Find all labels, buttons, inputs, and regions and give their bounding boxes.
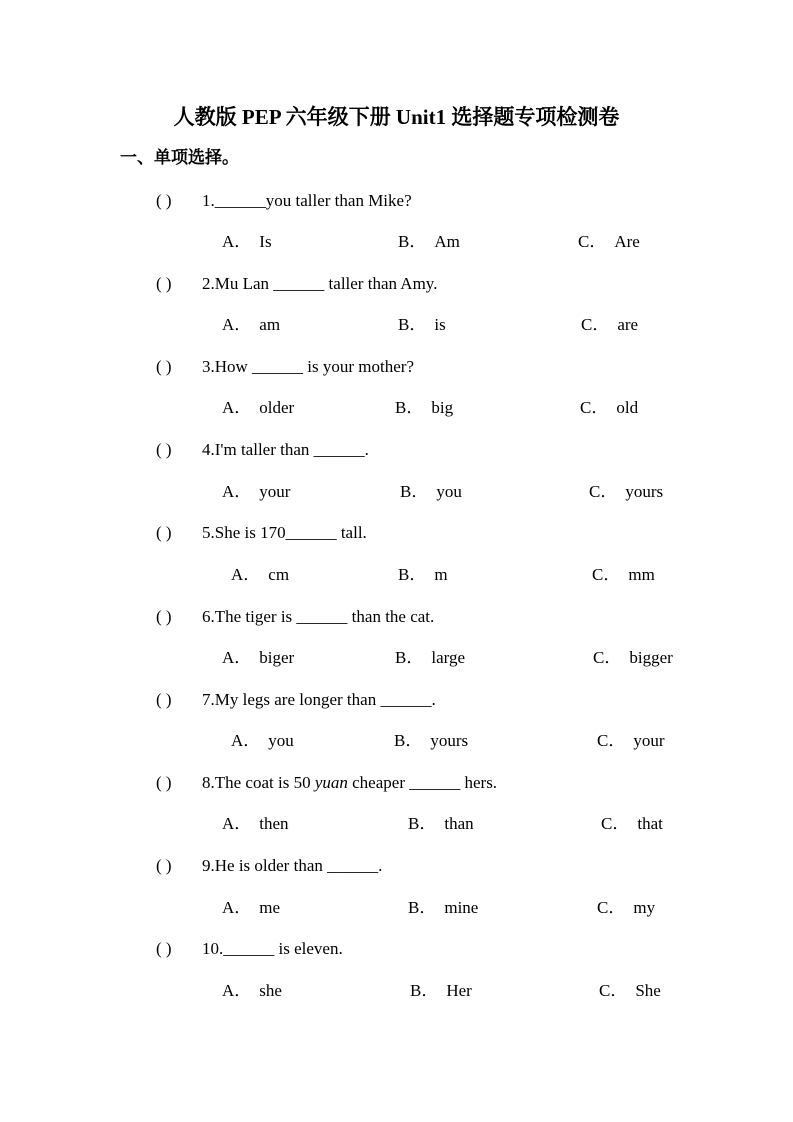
- question-4: [156, 437, 369, 463]
- question-stem: He is older than ______.: [214, 856, 383, 875]
- answer-blank[interactable]: ( ): [156, 523, 172, 542]
- option-c: [597, 895, 655, 921]
- option-c: [593, 645, 673, 671]
- option-letter: C．: [589, 482, 618, 501]
- option-b: [408, 895, 478, 921]
- option-a: [222, 811, 289, 837]
- option-text: are: [617, 315, 639, 334]
- option-text: that: [637, 814, 663, 833]
- option-letter: B．: [408, 814, 437, 833]
- option-letter: B．: [395, 398, 424, 417]
- question-stem-italic: yuan: [314, 773, 348, 792]
- option-text: She: [635, 981, 661, 1000]
- question-1: [156, 188, 412, 214]
- option-letter: A．: [222, 232, 252, 251]
- question-7: [156, 687, 436, 713]
- question-number: 4.: [202, 440, 215, 459]
- question-2: [156, 271, 437, 297]
- option-text: Is: [259, 232, 272, 251]
- answer-blank[interactable]: ( ): [156, 357, 172, 376]
- option-letter: C．: [597, 731, 626, 750]
- option-text: mm: [628, 565, 655, 584]
- option-text: mine: [444, 898, 479, 917]
- option-a: [231, 562, 289, 588]
- answer-blank[interactable]: ( ): [156, 274, 172, 293]
- option-text: than: [444, 814, 474, 833]
- option-letter: A．: [222, 648, 252, 667]
- option-letter: A．: [222, 315, 252, 334]
- option-text: yours: [430, 731, 469, 750]
- answer-blank[interactable]: ( ): [156, 607, 172, 626]
- option-c: [589, 479, 663, 505]
- option-b: [398, 312, 446, 338]
- option-letter: B．: [395, 648, 424, 667]
- option-letter: B．: [398, 565, 427, 584]
- option-b: [398, 562, 448, 588]
- option-letter: B．: [398, 232, 427, 251]
- option-b: [394, 728, 468, 754]
- option-letter: C．: [592, 565, 621, 584]
- question-3: [156, 354, 414, 380]
- option-text: Am: [434, 232, 460, 251]
- question-stem: ______you taller than Mike?: [214, 191, 412, 210]
- option-text: Her: [446, 981, 472, 1000]
- option-text: cm: [268, 565, 290, 584]
- document-title: 人教版 PEP 六年级下册 Unit1 选择题专项检测卷: [173, 105, 620, 129]
- option-a: [222, 645, 294, 671]
- option-b: [398, 229, 460, 255]
- option-letter: C．: [597, 898, 626, 917]
- option-c: [597, 728, 665, 754]
- option-letter: C．: [578, 232, 607, 251]
- option-letter: C．: [580, 398, 609, 417]
- option-letter: B．: [394, 731, 423, 750]
- answer-blank[interactable]: ( ): [156, 690, 172, 709]
- option-text: you: [268, 731, 294, 750]
- option-c: [592, 562, 655, 588]
- answer-blank[interactable]: ( ): [156, 440, 172, 459]
- option-letter: A．: [222, 398, 252, 417]
- option-letter: B．: [410, 981, 439, 1000]
- question-8: [156, 770, 497, 796]
- question-number: 3.: [202, 357, 215, 376]
- option-text: Are: [614, 232, 640, 251]
- option-text: then: [259, 814, 289, 833]
- question-number: 2.: [202, 274, 215, 293]
- option-a: [222, 479, 290, 505]
- question-stem: ______ is eleven.: [223, 939, 343, 958]
- option-letter: B．: [400, 482, 429, 501]
- option-a: [222, 895, 280, 921]
- option-text: my: [633, 898, 656, 917]
- option-c: [581, 312, 638, 338]
- question-number: 9.: [202, 856, 215, 875]
- option-text: bigger: [629, 648, 673, 667]
- section-heading: 一、单项选择。: [120, 148, 239, 167]
- question-stem-before: The coat is 50: [214, 773, 315, 792]
- option-text: your: [633, 731, 665, 750]
- question-9: [156, 853, 382, 879]
- answer-blank[interactable]: ( ): [156, 856, 172, 875]
- option-text: old: [616, 398, 639, 417]
- question-number: 8.: [202, 773, 215, 792]
- option-letter: C．: [601, 814, 630, 833]
- question-6: [156, 604, 434, 630]
- option-a: [222, 395, 294, 421]
- question-stem: She is 170______ tall.: [214, 523, 367, 542]
- option-letter: B．: [398, 315, 427, 334]
- option-c: [578, 229, 640, 255]
- option-text: large: [431, 648, 466, 667]
- option-b: [400, 479, 462, 505]
- option-text: older: [259, 398, 295, 417]
- option-letter: C．: [581, 315, 610, 334]
- option-letter: A．: [222, 482, 252, 501]
- option-text: big: [431, 398, 454, 417]
- option-text: you: [436, 482, 462, 501]
- option-a: [222, 978, 282, 1004]
- option-b: [410, 978, 472, 1004]
- question-stem: How ______ is your mother?: [214, 357, 415, 376]
- option-letter: A．: [222, 898, 252, 917]
- option-a: [231, 728, 294, 754]
- question-stem: I'm taller than ______.: [214, 440, 369, 459]
- option-letter: A．: [222, 814, 252, 833]
- question-stem: My legs are longer than ______.: [214, 690, 436, 709]
- question-number: 1.: [202, 191, 215, 210]
- question-number: 6.: [202, 607, 215, 626]
- option-letter: A．: [231, 565, 261, 584]
- option-a: [222, 312, 280, 338]
- option-letter: A．: [231, 731, 261, 750]
- question-stem: Mu Lan ______ taller than Amy.: [214, 274, 438, 293]
- answer-blank[interactable]: ( ): [156, 191, 172, 210]
- option-text: yours: [625, 482, 664, 501]
- question-number: 10.: [202, 939, 224, 958]
- option-c: [599, 978, 661, 1004]
- option-letter: B．: [408, 898, 437, 917]
- question-number: 5.: [202, 523, 215, 542]
- option-text: m: [434, 565, 448, 584]
- option-text: am: [259, 315, 281, 334]
- question-stem: The tiger is ______ than the cat.: [214, 607, 435, 626]
- option-letter: A．: [222, 981, 252, 1000]
- question-5: [156, 520, 367, 546]
- option-letter: C．: [599, 981, 628, 1000]
- option-b: [395, 645, 465, 671]
- option-text: me: [259, 898, 281, 917]
- question-10: [156, 936, 343, 962]
- option-text: is: [434, 315, 446, 334]
- option-c: [601, 811, 663, 837]
- option-b: [395, 395, 453, 421]
- question-number: 7.: [202, 690, 215, 709]
- question-stem-after: cheaper ______ hers.: [347, 773, 498, 792]
- answer-blank[interactable]: ( ): [156, 939, 172, 958]
- answer-blank[interactable]: ( ): [156, 773, 172, 792]
- option-c: [580, 395, 638, 421]
- option-text: your: [259, 482, 291, 501]
- option-text: she: [259, 981, 282, 1000]
- option-text: biger: [259, 648, 295, 667]
- option-a: [222, 229, 272, 255]
- option-b: [408, 811, 474, 837]
- option-letter: C．: [593, 648, 622, 667]
